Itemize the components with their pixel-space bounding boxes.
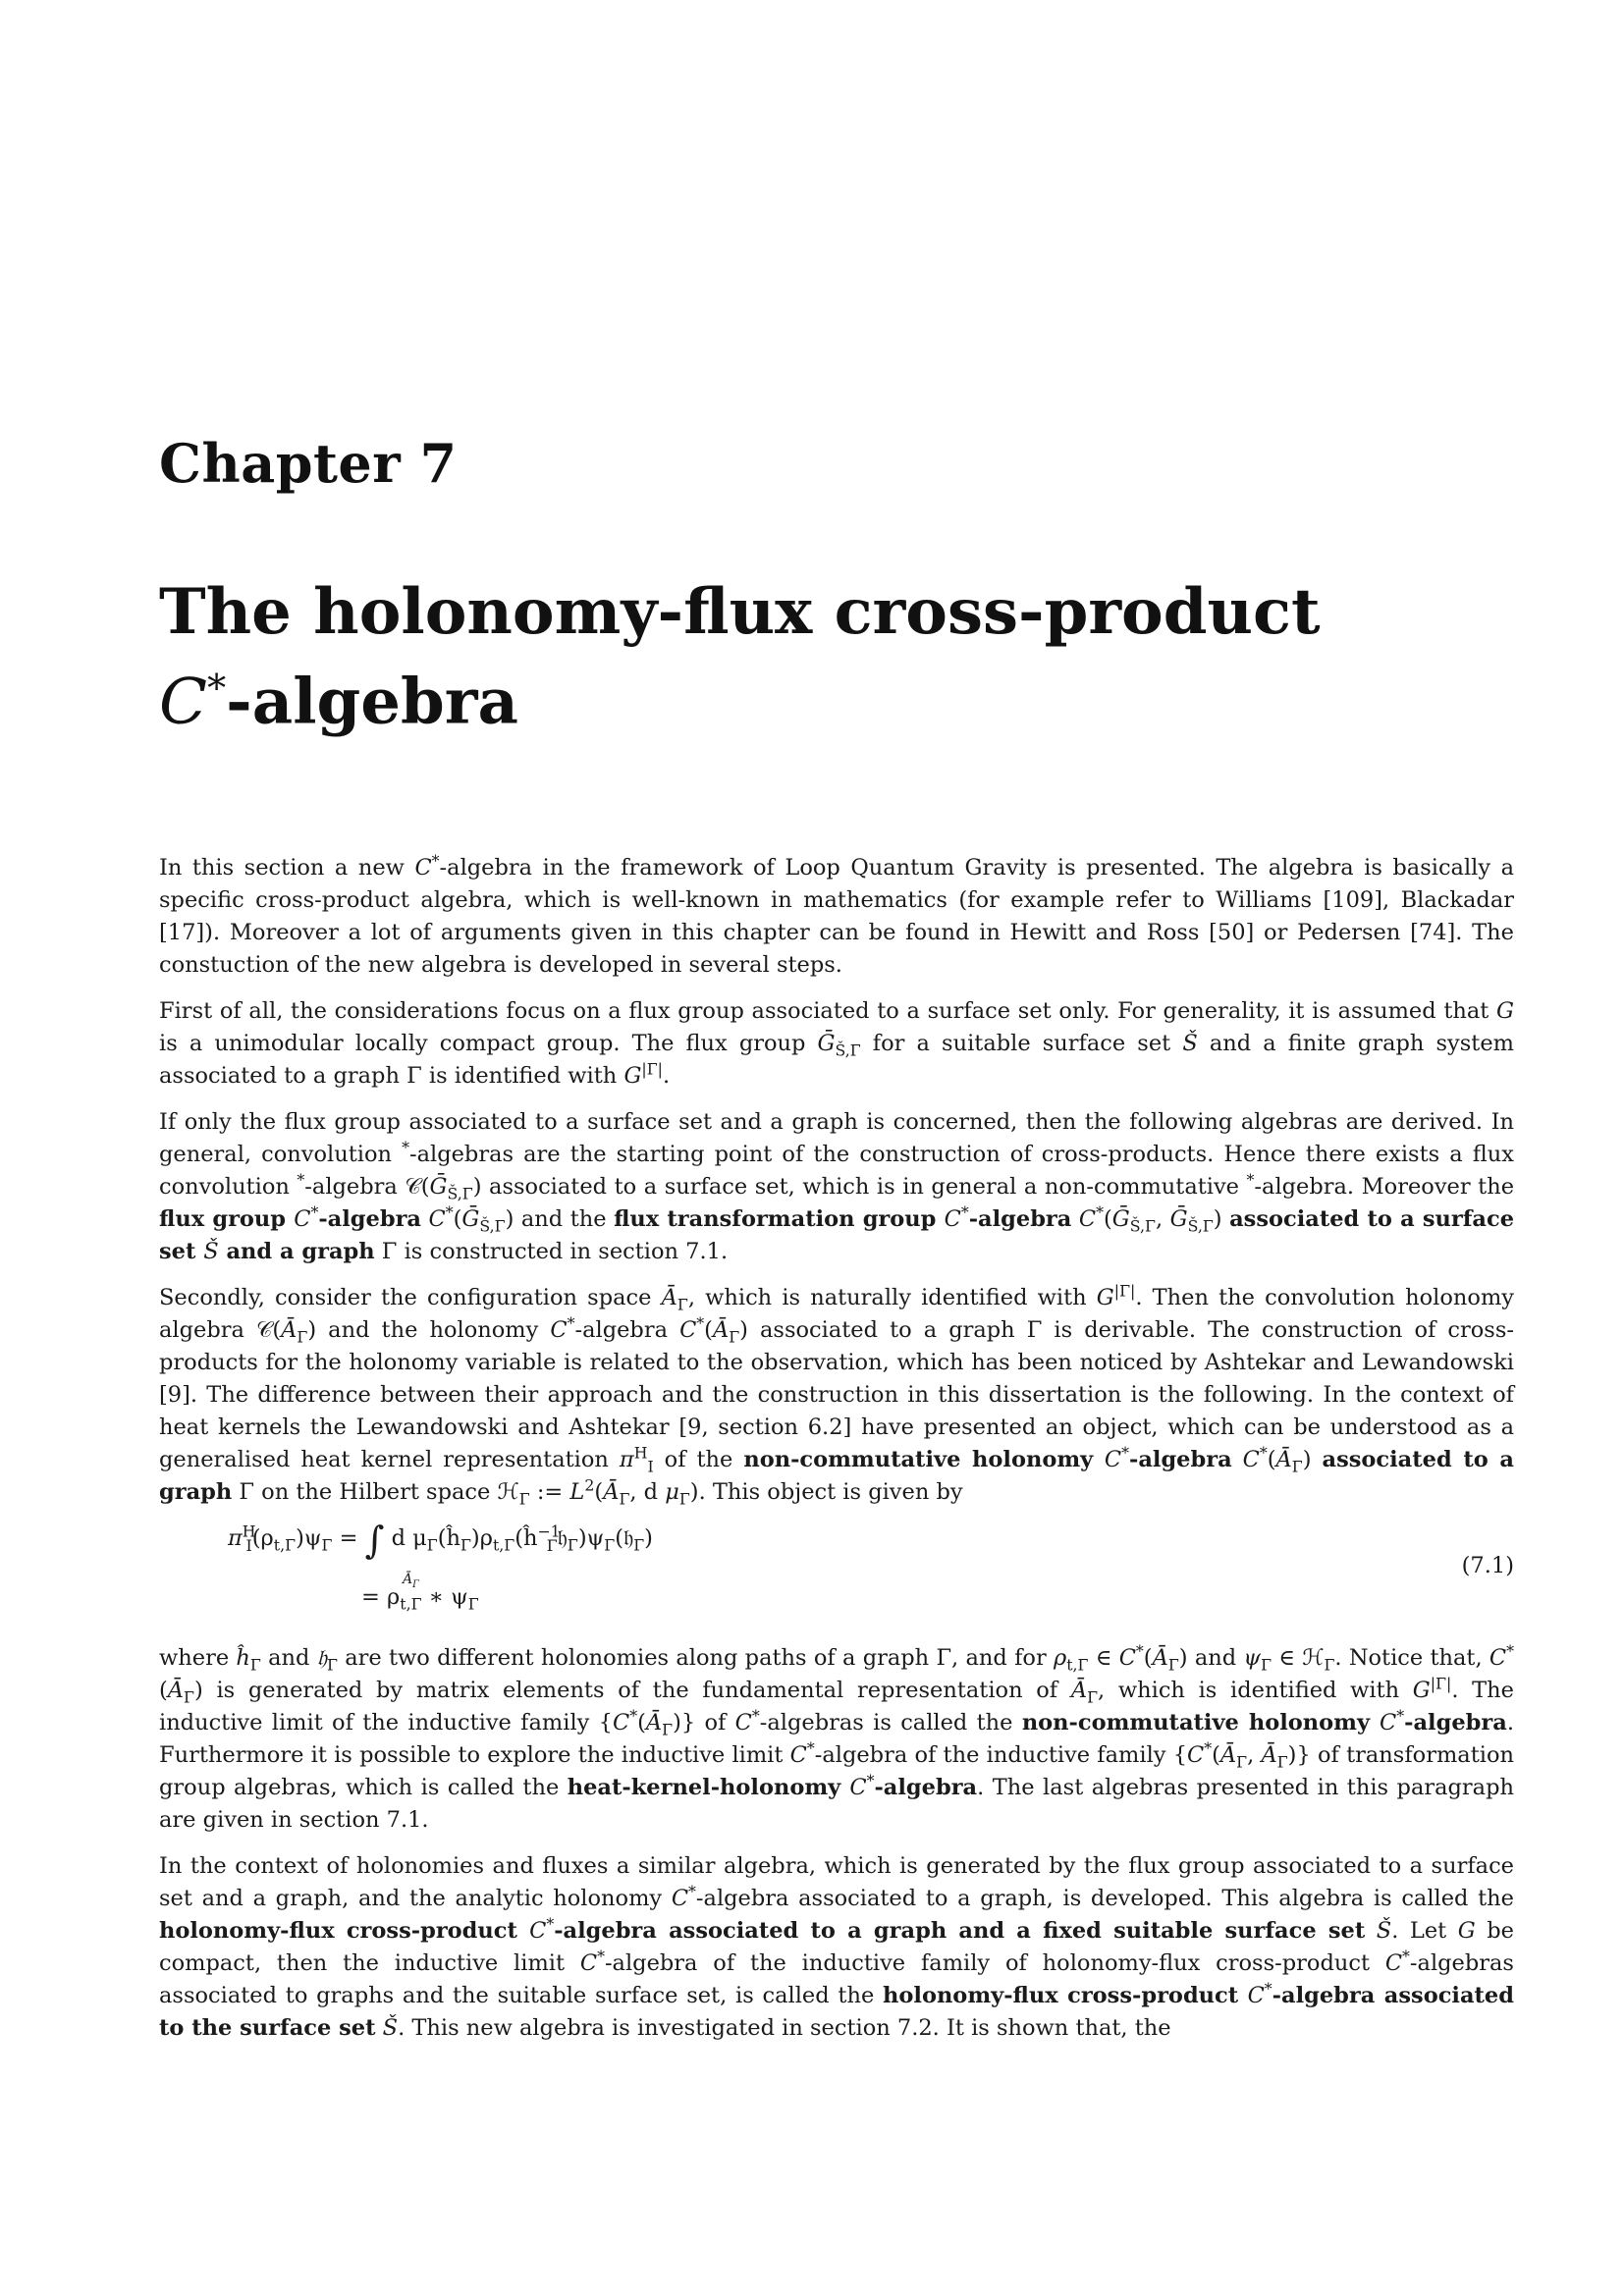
text-run: -algebra associated to a graph, is developed. This algebra is called the (695, 1886, 1514, 1911)
math-subscript: t,Γ (1066, 1655, 1089, 1675)
math-symbol: Š (1376, 1918, 1392, 1944)
text-run (1232, 1447, 1243, 1472)
math-superscript: * (1246, 1170, 1255, 1190)
text-run: ( (637, 1710, 646, 1735)
math-symbol: C (294, 1206, 311, 1232)
text-run: . (662, 1063, 671, 1089)
equation-7-1 (159, 1519, 1514, 1630)
text-run: ) and the holonomy (307, 1317, 551, 1343)
text-run: ) associated to a surface set, which is in general a non-commutative (472, 1174, 1247, 1200)
math-subscript: Γ (619, 1489, 630, 1509)
math-symbol: ρ (1053, 1645, 1067, 1671)
bold-term: -algebra (1128, 1447, 1232, 1472)
math-symbol: Ā (167, 1678, 185, 1703)
math-symbol: C (849, 1775, 867, 1800)
math-symbol: G (1496, 998, 1514, 1024)
eq-symbol: π (228, 1525, 243, 1551)
text-run (1071, 1206, 1079, 1232)
bold-term: heat-kernel-holonomy (567, 1775, 850, 1800)
text-run: In this section a new (159, 855, 415, 881)
text-run: and (260, 1645, 317, 1671)
text-run: , which is naturally identified with (687, 1285, 1097, 1310)
math-superscript: |Γ| (1113, 1281, 1136, 1301)
math-symbol: C (671, 1886, 689, 1911)
bold-term: -algebra (874, 1775, 978, 1800)
bold-term: non-commutative holonomy (1021, 1710, 1380, 1735)
bold-term: non-commutative holonomy (743, 1447, 1105, 1472)
chapter-title (159, 574, 1475, 740)
text-run: -algebra in the framework of Loop Quantum Gravity is presented. The algebra is basically a specific cross-product algebra, which is well-known in mathematics (for example refer to Williams [109], Blackadar [17]). Moreover a lot of arguments given in this chapter can be found in Hewitt and Ross [50] or Pedersen [74]. The constuction of the new algebra is developed in several steps. (159, 855, 1514, 978)
eq-text: Ā (403, 1572, 413, 1587)
math-superscript: * (567, 1313, 575, 1333)
paragraph (159, 995, 1514, 1093)
math-symbol: C (1118, 1645, 1136, 1671)
math-superscript: * (297, 1170, 305, 1190)
math-superscript: * (431, 851, 440, 871)
equation-number: (7.1) (1461, 1553, 1514, 1578)
bold-term: holonomy-flux cross-product (159, 1918, 530, 1944)
equation-line-2 (361, 1578, 479, 1614)
math-superscript: 2 (584, 1475, 595, 1495)
math-subscript: Š,Γ (1187, 1216, 1214, 1236)
eq-text: = ρ (361, 1584, 401, 1610)
math-symbol: Š (1182, 1031, 1198, 1056)
text-run: , which is identified with (1098, 1678, 1413, 1703)
text-run: ( (1267, 1447, 1276, 1472)
eq-text: d μ (391, 1525, 427, 1551)
bold-term: -algebra (968, 1206, 1072, 1232)
text-run: ( (1143, 1645, 1153, 1671)
text-run: be compact, then the inductive limit (159, 1918, 1514, 1976)
text-run: ∈ (1088, 1645, 1119, 1671)
eq-text: (ρ (251, 1525, 274, 1551)
math-symbol: Ā (661, 1285, 677, 1310)
math-superscript: * (1506, 1641, 1514, 1661)
text-run: of the (653, 1447, 744, 1472)
math-superscript: * (1396, 1706, 1405, 1726)
text-run: . The inductive limit of the inductive family { (159, 1678, 1514, 1735)
math-symbol: Ā (645, 1710, 663, 1735)
text-run: . Notice that, (1334, 1645, 1489, 1671)
bold-term: -algebra associated to a graph and a fixed suitable surface set (554, 1918, 1366, 1944)
math-subscript: Γ (184, 1687, 194, 1707)
bold-term: associated to a graph (159, 1447, 1514, 1505)
math-symbol: C (944, 1206, 961, 1232)
body-text (159, 852, 1514, 2058)
math-superscript: * (597, 1947, 605, 1966)
text-run: , d (629, 1479, 666, 1505)
math-superscript: * (1264, 1979, 1272, 1999)
text-run: Γ on the Hilbert space ℋ (232, 1479, 519, 1505)
eq-text: ) (644, 1525, 653, 1551)
bold-term: holonomy-flux cross-product (883, 1983, 1248, 2008)
math-symbol: Ḡ (429, 1174, 448, 1200)
eq-sub: Γ (321, 1535, 333, 1555)
text-run: where (159, 1645, 237, 1671)
math-superscript: * (1135, 1641, 1144, 1661)
math-symbol: Ā (1152, 1645, 1168, 1671)
math-subscript: Γ (678, 1489, 690, 1509)
math-symbol: L (569, 1479, 585, 1505)
math-symbol: C (1489, 1645, 1507, 1671)
math-symbol: π (619, 1447, 634, 1472)
math-symbol: G (623, 1063, 642, 1089)
math-symbol: Ā (1070, 1678, 1088, 1703)
text-run: ). This object is given by (689, 1479, 963, 1505)
math-subscript: Š,Γ (479, 1216, 506, 1236)
eq-sub: Γ (467, 1594, 479, 1614)
math-subscript: Γ (518, 1489, 530, 1509)
text-run (376, 2015, 383, 2041)
math-superscript: * (866, 1771, 875, 1790)
math-superscript: * (546, 1914, 555, 1934)
math-subscript: Γ (1087, 1687, 1099, 1707)
math-symbol: C (1247, 1983, 1265, 2008)
eq-text: 𝔥 (557, 1525, 568, 1551)
text-run: -algebra 𝒞( (304, 1174, 430, 1200)
math-symbol: Ā (281, 1317, 298, 1343)
math-symbol: 𝔥 (316, 1645, 327, 1671)
text-run: , (1155, 1206, 1170, 1232)
math-symbol: ĥ (236, 1645, 250, 1671)
math-superscript: * (688, 1882, 696, 1901)
math-symbol: Ḡ (1111, 1206, 1130, 1232)
text-run: ) and (1178, 1645, 1244, 1671)
eq-sup: −1 (537, 1522, 561, 1541)
eq-text: ∗ ψ (421, 1584, 468, 1610)
math-subscript: Γ (1276, 1752, 1288, 1772)
text-run: ( (453, 1206, 462, 1232)
math-symbol: C (1242, 1447, 1260, 1472)
text-run: ) is generated by matrix elements of the fundamental representation of (193, 1678, 1071, 1703)
math-subscript: Š,Γ (1129, 1216, 1156, 1236)
text-run: Secondly, consider the configuration space (159, 1285, 662, 1310)
text-run: ( (594, 1479, 604, 1505)
math-symbol: Ḡ (817, 1031, 836, 1056)
bold-term: -algebra associated to the surface set (159, 1983, 1514, 2041)
math-symbol: Ḡ (461, 1206, 480, 1232)
math-symbol: C (414, 855, 432, 881)
paragraph (159, 1106, 1514, 1268)
text-run: := (529, 1479, 570, 1505)
text-run: ( (1104, 1206, 1112, 1232)
math-symbol: Ā (603, 1479, 620, 1505)
math-superscript: * (310, 1202, 319, 1222)
text-run: . Let (1391, 1918, 1458, 1944)
math-symbol: C (734, 1710, 752, 1735)
math-superscript: * (1121, 1443, 1129, 1463)
eq-sub: Γ (426, 1535, 438, 1555)
text-run: If only the flux group associated to a surface set and a graph is concerned, then the following algebras are derived. In general, convolution (159, 1109, 1514, 1167)
math-superscript: * (1096, 1202, 1104, 1222)
math-superscript: * (445, 1202, 454, 1222)
math-subscript: Γ (1261, 1655, 1272, 1675)
text-run: )} of transformation group algebras, which is called the (159, 1742, 1514, 1800)
math-symbol: C (579, 1950, 598, 1976)
eq-sub: Γ (412, 1578, 419, 1590)
math-symbol: C (1187, 1742, 1205, 1768)
eq-sub: I (245, 1535, 252, 1555)
chapter-title-suffix: -algebra (226, 665, 518, 739)
chapter-title-sup: * (206, 667, 227, 711)
chapter-label: Chapter 7 (159, 432, 458, 495)
eq-sub: Γ (567, 1535, 578, 1555)
eq-sub: Γ (604, 1535, 616, 1555)
text-run: ( (704, 1317, 713, 1343)
math-symbol: C (1078, 1206, 1097, 1232)
math-symbol: Š (382, 2015, 399, 2041)
text-run (1365, 1918, 1377, 1944)
math-symbol: C (679, 1317, 697, 1343)
bold-term: -algebra (1404, 1710, 1507, 1735)
bold-term: associated to a surface set (159, 1206, 1515, 1264)
text-run: . Furthermore it is possible to explore the inductive limit (159, 1710, 1514, 1768)
math-symbol: Ā (1219, 1742, 1237, 1768)
paragraph (159, 1282, 1514, 1509)
text-run: are two different holonomies along paths of a graph Γ, and for (337, 1645, 1054, 1671)
math-symbol: C (1104, 1447, 1122, 1472)
text-run: -algebra of the inductive family { (814, 1742, 1188, 1768)
eq-equals: = (332, 1525, 365, 1551)
math-superscript: * (1204, 1738, 1213, 1758)
eq-sub: t,Γ (492, 1535, 515, 1555)
math-superscript: * (629, 1706, 638, 1726)
text-run: ∈ ℋ (1272, 1645, 1325, 1671)
text-run: -algebras associated to graphs and the suitable surface set, is called the (159, 1950, 1514, 2008)
math-symbol: C (550, 1317, 568, 1343)
text-run: , (1247, 1742, 1262, 1768)
bold-term: and a graph (218, 1239, 375, 1264)
math-symbol: Š (203, 1239, 219, 1264)
equation-line-1 (228, 1519, 653, 1562)
eq-text: (ĥ (437, 1525, 460, 1551)
eq-sub: Γ (460, 1535, 471, 1555)
math-subscript: Š,Γ (835, 1041, 861, 1060)
math-subscript: Š,Γ (447, 1184, 473, 1203)
text-run: . Then the convolution holonomy algebra 𝒞( (159, 1285, 1514, 1343)
eq-text: )ψ (577, 1525, 605, 1551)
eq-sup: H (242, 1522, 256, 1541)
paragraph (159, 1642, 1514, 1837)
math-superscript: |Γ| (1430, 1674, 1452, 1693)
math-symbol: Ā (712, 1317, 730, 1343)
eq-sub: t,Γ (400, 1594, 422, 1614)
paragraph (159, 852, 1514, 982)
math-subscript: Γ (662, 1720, 674, 1739)
bold-term: flux transformation group (614, 1206, 945, 1232)
math-superscript: * (402, 1138, 409, 1157)
text-run: -algebra of the inductive family of holonomy-flux cross-product (604, 1950, 1385, 1976)
text-run: ) (1213, 1206, 1230, 1232)
math-symbol: C (529, 1918, 547, 1944)
math-subscript: Γ (249, 1655, 261, 1675)
text-run: -algebras are the starting point of the construction of cross-products. Hence there exists a flux convolution (159, 1142, 1514, 1200)
text-run: -algebra. Moreover the (1254, 1174, 1515, 1200)
math-symbol: G (1096, 1285, 1114, 1310)
math-symbol: C (1384, 1950, 1403, 1976)
text-run: is a unimodular locally compact group. The flux group (159, 1031, 818, 1056)
text-run: )} of (673, 1710, 735, 1735)
math-superscript: * (696, 1313, 705, 1333)
text-run: ) and the (505, 1206, 615, 1232)
math-symbol: G (1412, 1678, 1431, 1703)
math-symbol: μ (665, 1479, 679, 1505)
math-subscript: Γ (1167, 1655, 1179, 1675)
text-run: . The last algebras presented in this paragraph are given in section 7.1. (159, 1775, 1514, 1833)
eq-text: )ρ (470, 1525, 493, 1551)
math-superscript: * (1259, 1443, 1268, 1463)
math-subscript: Γ (326, 1655, 338, 1675)
math-superscript: |Γ| (641, 1059, 663, 1079)
text-run: ( (1212, 1742, 1220, 1768)
math-symbol: ψ (1243, 1645, 1262, 1671)
text-run: ( (159, 1678, 168, 1703)
bold-term: flux group (159, 1206, 295, 1232)
text-run: In the context of holonomies and fluxes a similar algebra, which is generated by the flux group associated to a surface set and a graph, and the analytic holonomy (159, 1853, 1514, 1911)
text-run: Γ is constructed in section 7.1. (374, 1239, 729, 1264)
math-symbol: Ā (1275, 1447, 1292, 1472)
math-superscript: * (806, 1738, 815, 1758)
math-symbol: C (1380, 1710, 1397, 1735)
text-run: for a suitable surface set (860, 1031, 1183, 1056)
text-run: ) associated to a graph Γ is derivable. The construction of cross-products for the holonomy variable is related to the observation, which has been noticed by Ashtekar and Lewandowski [9]. The difference between their approach and the construction in this dissertation is the following. In the context of heat kernels the Lewandowski and Ashtekar [9, section 6.2] have presented an object, which can be understood as a generalised heat kernel representation (159, 1317, 1514, 1472)
text-run: -algebra (574, 1317, 680, 1343)
text-run (421, 1206, 429, 1232)
eq-text: (𝔥 (615, 1525, 634, 1551)
text-run: First of all, the considerations focus on a flux group associated to a surface set only. For generality, it is assumed that (159, 998, 1497, 1024)
text-run: ) (1302, 1447, 1323, 1472)
math-symbol: C (428, 1206, 446, 1232)
paragraph (159, 1850, 1514, 2045)
chapter-title-text: The holonomy-flux cross-product (159, 575, 1321, 649)
eq-text: )ψ (296, 1525, 322, 1551)
eq-sub: t,Γ (273, 1535, 297, 1555)
math-subscript: Γ (729, 1327, 740, 1347)
math-symbol: Ā (1261, 1742, 1277, 1768)
math-superscript: * (1402, 1947, 1410, 1966)
math-subscript: Γ (677, 1295, 688, 1314)
text-run: -algebras is called the (759, 1710, 1022, 1735)
text-run: and a finite graph system associated to a graph Γ is identified with (159, 1031, 1514, 1089)
math-subscript: Γ (1236, 1752, 1248, 1772)
eq-sub: Γ (633, 1535, 645, 1555)
eq-text: (ĥ (514, 1525, 538, 1551)
math-symbol: C (789, 1742, 807, 1768)
math-subscript: Γ (297, 1327, 308, 1347)
math-subscript: I (647, 1457, 654, 1476)
math-symbol: G (1457, 1918, 1476, 1944)
math-superscript: * (960, 1202, 969, 1222)
math-subscript: Γ (1324, 1655, 1335, 1675)
bold-term: -algebra (318, 1206, 422, 1232)
chapter-title-math: C (159, 666, 207, 739)
math-subscript: Γ (1291, 1457, 1303, 1476)
integral-sign: ∫ (364, 1519, 385, 1562)
math-superscript: * (751, 1706, 760, 1726)
math-symbol: Ḡ (1169, 1206, 1188, 1232)
eq-sub: Γ (546, 1535, 558, 1555)
text-run: . This new algebra is investigated in section 7.2. It is shown that, the (398, 2015, 1171, 2041)
math-symbol: C (613, 1710, 630, 1735)
math-superscript: H (633, 1443, 648, 1463)
